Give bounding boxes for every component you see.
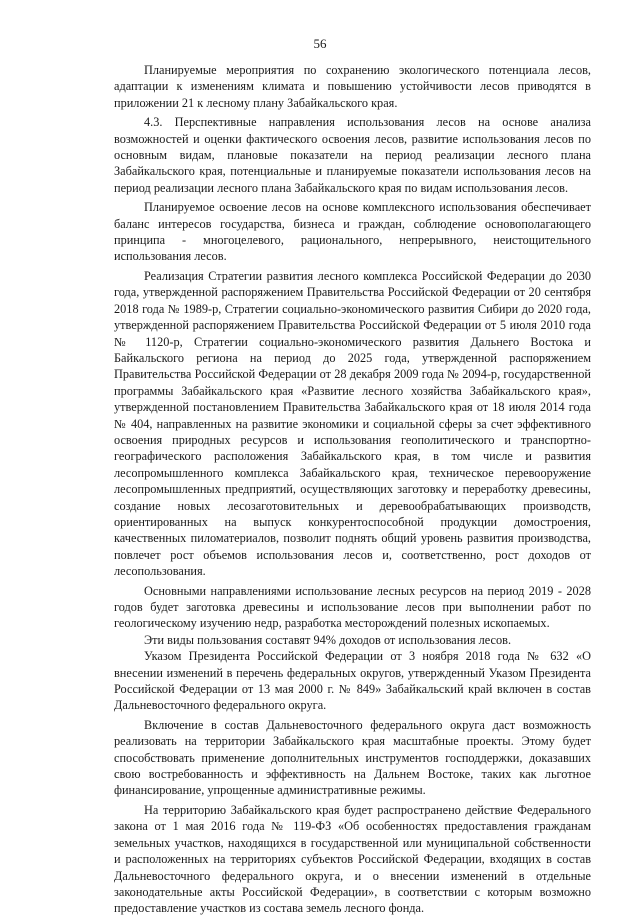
paragraph-strategy-implementation: Реализация Стратегии развития лесного комплекса Российской Федерации до 2030 года, утвержденной распоряжением Правительства Российской Федерации от 20 сентября 2018 года № 1989-р, Стратегии социально-экономического развития Сибири до 2020 года, утвержденной распоряжением Правительства Российской Федерации от 5 июля 2010 года № 1120-р, Стратегии социально-экономического развития Дальнего Востока и Байкальского региона на период до 2025 года, утвержденной распоряжением Правительства Российской Федерации от 28 декабря 2009 года № 2094-р, государственной программы Забайкальского края «Развитие лесного хозяйства Забайкальского края», утвержденной постановлением Правительства Забайкальского края от 18 июля 2014 года № 404, направленных на развитие экономики и социальной сферы за счет эффективного освоения природных ресурсов и использования геополитического и транспортно-географического расположения Забайкальского края, в том числе и развития лесопромышленного комплекса Забайкальского края, техническое перевооружение лесопромышленных предприятий, осуществляющих заготовку и переработку древесины, создание новых лесозаготовительных и деревообрабатывающих производств, ориентированных на выпуск конкурентоспособной продукции домостроения, качественных пиломатериалов, позволит поднять общий уровень развития производства, повлечет рост объемов использования лесов и, соответственно, рост доходов от лесопользования.: [114, 268, 591, 579]
page-number: 56: [313, 36, 327, 51]
document-body: [114, 62, 591, 917]
paragraph-climate-adaptation: Планируемые мероприятия по сохранению экологического потенциала лесов, адаптации к изменениям климата и повышению устойчивости лесов приводятся в приложении 21 к лесному плану Забайкальского края.: [114, 63, 591, 110]
paragraph-section-4-3: 4.3. Перспективные направления использования лесов на основе анализа возможностей и оценки фактического освоения лесов, развитие использования лесов по основным видам, плановые показатели на период реализации лесного плана Забайкальского края, потенциальные и планируемые показатели использования лесов на период реализации лесного плана Забайкальского края по видам использования лесов.: [114, 115, 591, 195]
paragraph-revenue-share: Эти виды пользования составят 94% доходов от использования лесов.: [144, 632, 512, 647]
paragraph-far-east-inclusion: Включение в состав Дальневосточного федерального округа даст возможность реализовать на территории Забайкальского края масштабные проекты. Этому будет способствовать применение дополнительных инструментов господдержки, доказавших свою востребованность и эффективность на Дальнем Востоке, таких как льготное финансирование, упрощенные административные режимы.: [114, 717, 591, 798]
paragraph-main-directions: Основными направлениями использование лесных ресурсов на период 2019 - 2028 годов будет заготовка древесины и использование лесов при выполнении работ по геологическому изучению недр, разработка месторождений полезных ископаемых.: [114, 583, 591, 631]
paragraph-federal-law: На территорию Забайкальского края будет распространено действие Федерального закона от 1 мая 2016 года № 119-ФЗ «Об особенностях предоставления гражданам земельных участков, находящихся в государственной или муниципальной собственности и расположенных на территориях субъектов Российской Федерации, входящих в состав Дальневосточного федерального округа, и о внесении изменений в отдельные законодательные акты Российской Федерации», в соответствии с которым возможно предоставление участков из состава земель лесного фонда.: [114, 802, 591, 916]
paragraph-planned-development: Планируемое освоение лесов на основе комплексного использования обеспечивает баланс интересов государства, бизнеса и граждан, соблюдение основополагающего принципа - многоцелевого, рационального, непрерывного, неистощительного использования лесов.: [114, 200, 591, 264]
paragraph-presidential-decree: Указом Президента Российской Федерации от 3 ноября 2018 года № 632 «О внесении изменений в перечень федеральных округов, утвержденный Указом Президента Российской Федерации от 13 мая 2000 г. № 849» Забайкальский край включен в состав Дальневосточного федерального округа.: [114, 649, 591, 713]
